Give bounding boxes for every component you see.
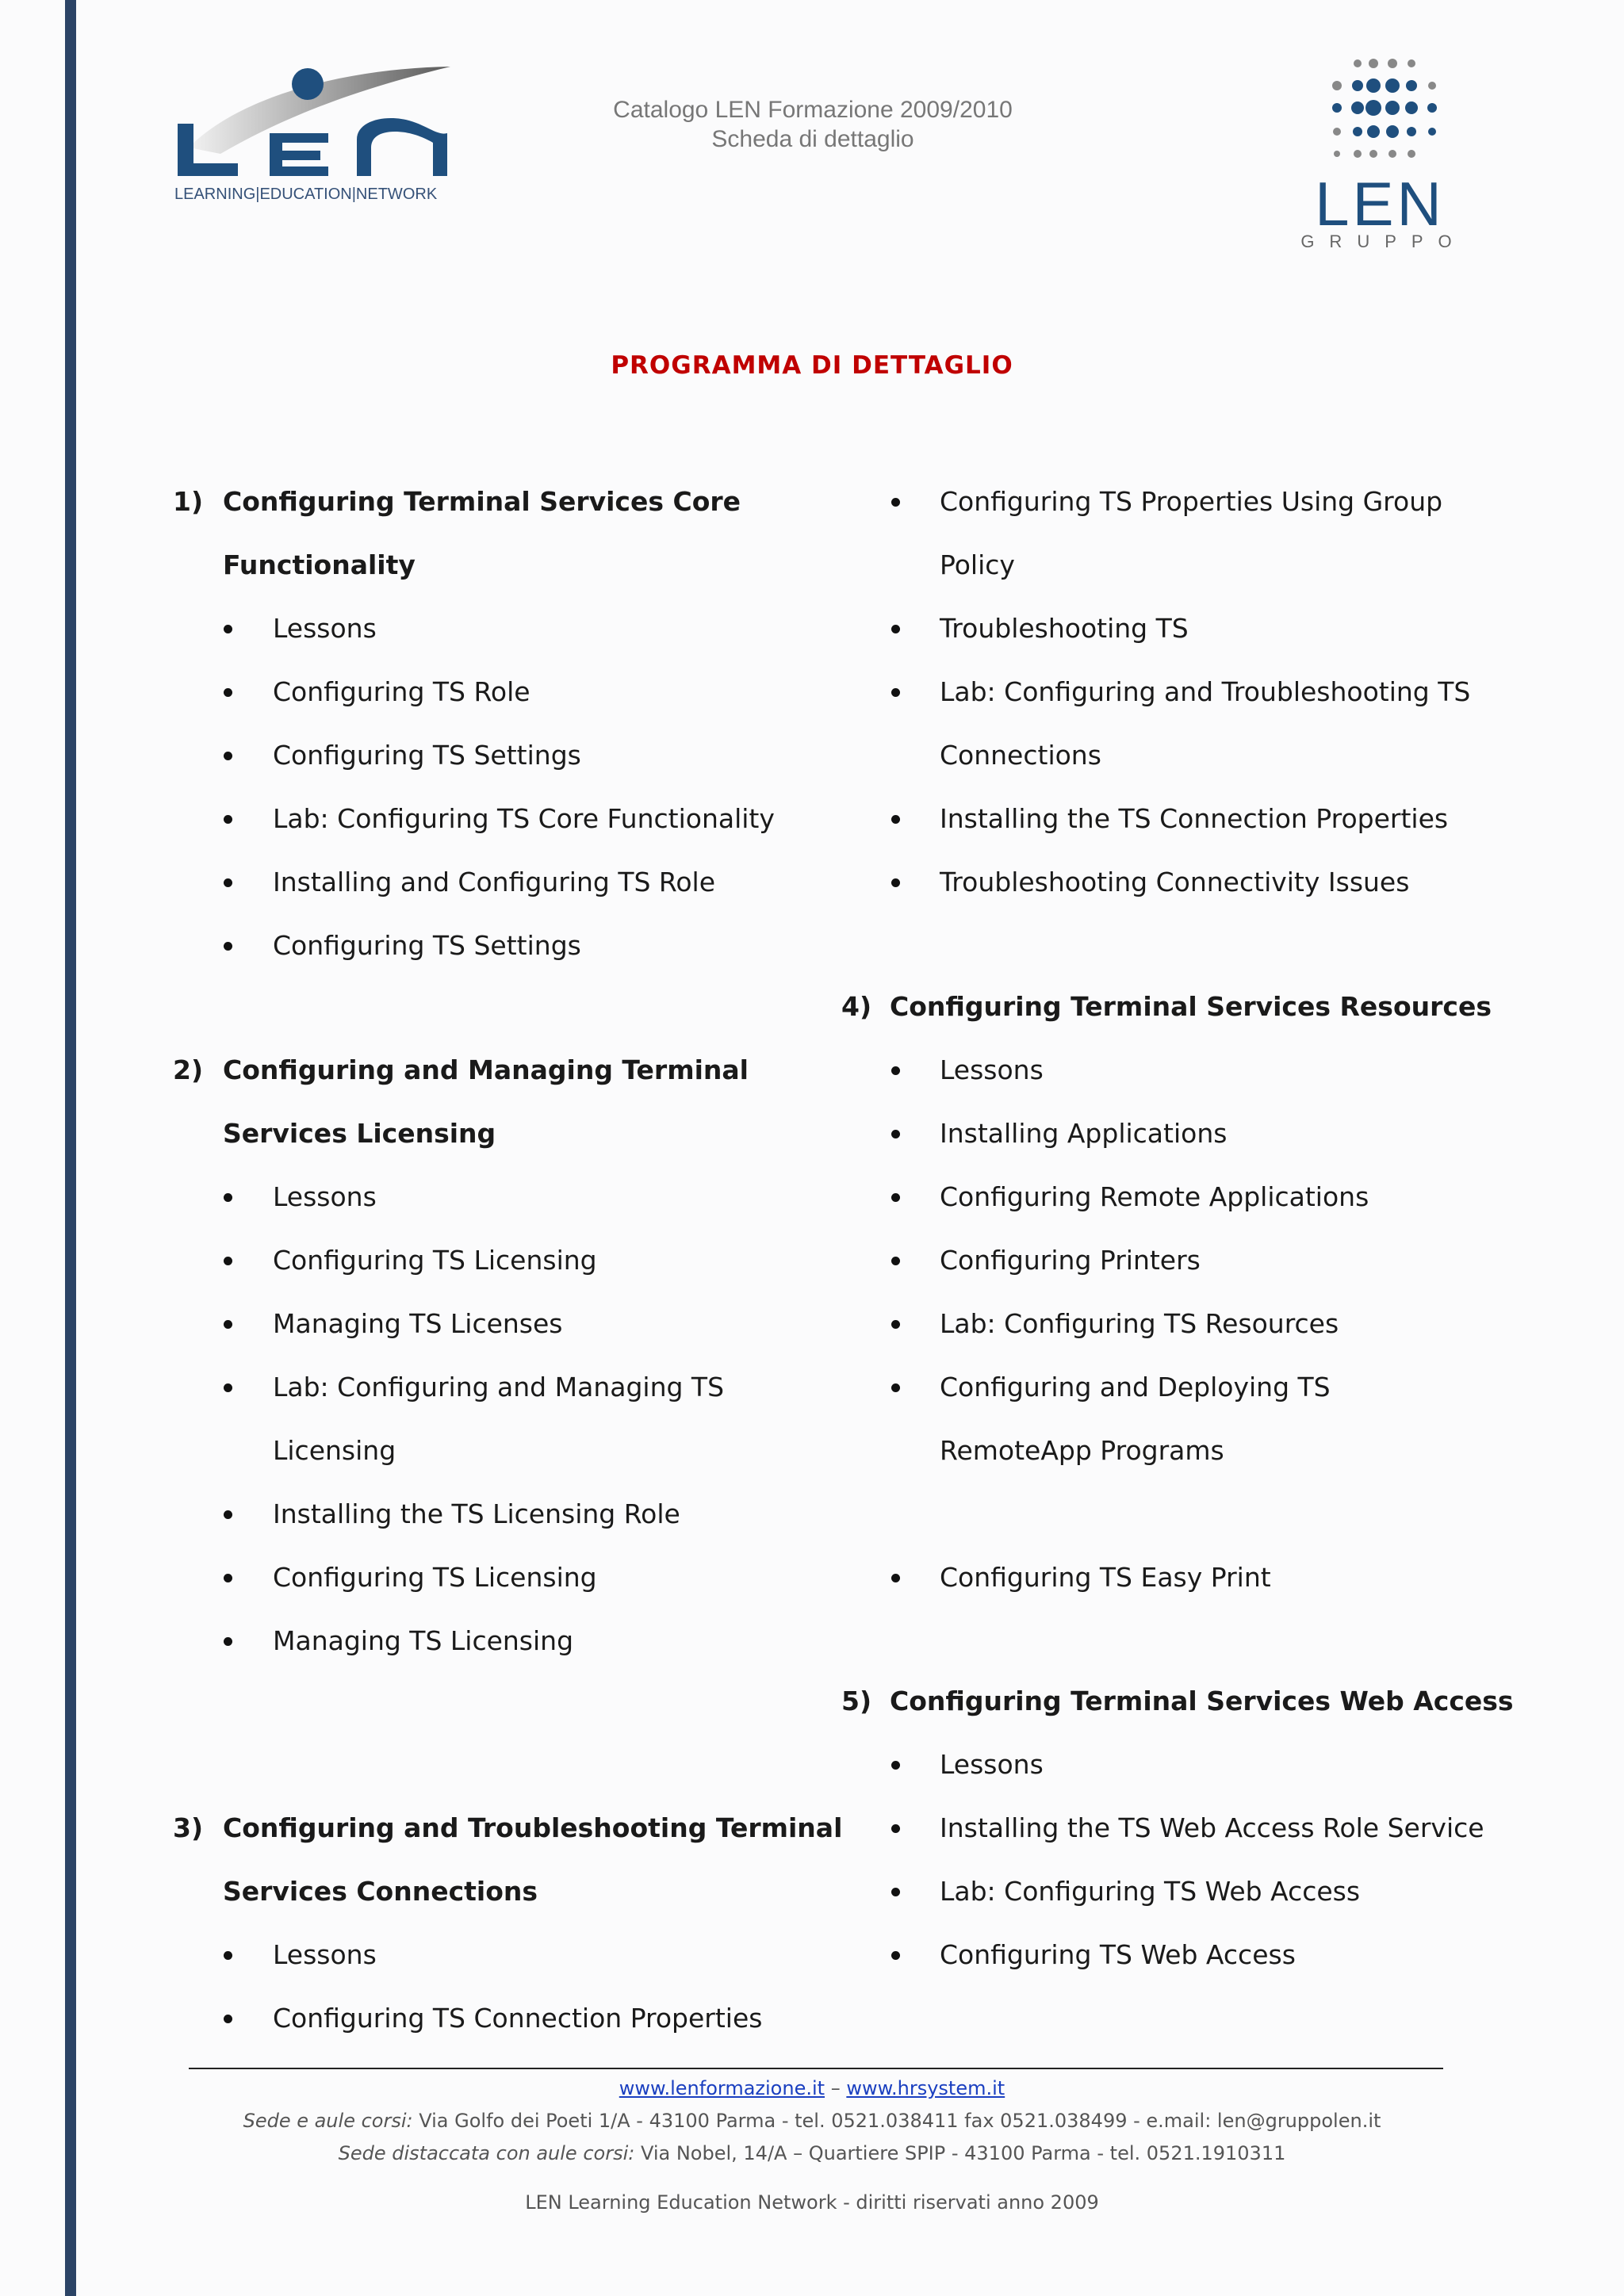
list-item: Lessons bbox=[273, 1939, 377, 1970]
catalog-subtitle: Scheda di dettaglio bbox=[711, 126, 914, 152]
len-logo-tagline: LEARNING|EDUCATION|NETWORK bbox=[174, 186, 438, 203]
list-item-continuation: Connections bbox=[940, 740, 1101, 771]
footer-links bbox=[0, 2077, 1624, 2099]
bullet-icon bbox=[891, 1130, 900, 1138]
bullet-icon bbox=[891, 1257, 900, 1265]
list-item: Installing the TS Licensing Role bbox=[273, 1498, 680, 1529]
bullet-icon bbox=[224, 752, 232, 760]
list-item: Managing TS Licenses bbox=[273, 1308, 563, 1339]
len-gruppo-sub: GRUPPO bbox=[1300, 232, 1467, 251]
list-item: Troubleshooting Connectivity Issues bbox=[940, 867, 1410, 897]
section-number: 4) bbox=[841, 991, 872, 1022]
list-item: Lessons bbox=[273, 613, 377, 644]
len-gruppo-logo bbox=[1293, 52, 1467, 258]
list-item: Installing Applications bbox=[940, 1118, 1228, 1149]
list-item: Configuring TS Licensing bbox=[273, 1562, 597, 1593]
list-item: Configuring Remote Applications bbox=[940, 1181, 1369, 1212]
list-item: Lessons bbox=[273, 1181, 377, 1212]
section-title: Services Connections bbox=[223, 1876, 538, 1907]
section-number: 1) bbox=[173, 486, 204, 517]
section-number: 2) bbox=[173, 1054, 204, 1085]
list-item: Troubleshooting TS bbox=[940, 613, 1189, 644]
section-number: 5) bbox=[841, 1686, 872, 1716]
bullet-icon bbox=[891, 1761, 900, 1770]
bullet-icon bbox=[891, 1574, 900, 1582]
list-item: Configuring TS Connection Properties bbox=[273, 2003, 763, 2034]
bullet-icon bbox=[891, 498, 900, 507]
bullet-icon bbox=[224, 878, 232, 887]
bullet-icon bbox=[224, 1193, 232, 1202]
bullet-icon bbox=[224, 1257, 232, 1265]
footer-address-main bbox=[0, 2110, 1624, 2132]
list-item: Installing and Configuring TS Role bbox=[273, 867, 716, 897]
list-item: Configuring Printers bbox=[940, 1245, 1201, 1276]
list-item: Configuring and Deploying TS bbox=[940, 1372, 1331, 1402]
list-item: Lessons bbox=[940, 1054, 1044, 1085]
bullet-icon bbox=[224, 1320, 232, 1329]
list-item: Installing the TS Connection Properties bbox=[940, 803, 1449, 834]
bullet-icon bbox=[224, 1510, 232, 1519]
bullet-icon bbox=[224, 688, 232, 697]
list-item: Lab: Configuring and Troubleshooting TS bbox=[940, 676, 1471, 707]
list-item: Lessons bbox=[940, 1749, 1044, 1780]
section-number: 3) bbox=[173, 1812, 204, 1843]
list-item: Configuring TS Web Access bbox=[940, 1939, 1296, 1970]
bullet-icon bbox=[891, 1951, 900, 1960]
section-title: Configuring and Troubleshooting Terminal bbox=[223, 1812, 843, 1843]
footer-divider bbox=[189, 2068, 1443, 2069]
catalog-title: Catalogo LEN Formazione 2009/2010 bbox=[613, 97, 1013, 123]
footer-separator: – bbox=[830, 2077, 841, 2099]
bullet-icon bbox=[224, 2015, 232, 2023]
section-title: Configuring Terminal Services Core bbox=[223, 486, 741, 517]
len-gruppo-wordmark: LEN bbox=[1315, 169, 1445, 239]
header-caption bbox=[555, 95, 1071, 154]
footer-copyright: LEN Learning Education Network - diritti riservati anno 2009 bbox=[525, 2191, 1099, 2214]
list-item-continuation: Policy bbox=[940, 549, 1015, 580]
list-item: Configuring TS Licensing bbox=[273, 1245, 597, 1276]
list-item-continuation: RemoteApp Programs bbox=[940, 1435, 1224, 1466]
bullet-icon bbox=[891, 1320, 900, 1329]
page-title: PROGRAMMA DI DETTAGLIO bbox=[611, 351, 1013, 380]
list-item: Lab: Configuring TS Resources bbox=[940, 1308, 1339, 1339]
len-logo bbox=[173, 60, 458, 211]
bullet-icon bbox=[891, 1193, 900, 1202]
list-item: Lab: Configuring TS Core Functionality bbox=[273, 803, 775, 834]
section-title: Services Licensing bbox=[223, 1118, 496, 1149]
list-item: Configuring TS Settings bbox=[273, 740, 581, 771]
footer-address-text: Via Golfo dei Poeti 1/A - 43100 Parma - tel. 0521.038411 fax 0521.038499 - e.mail: len@gruppolen.it bbox=[412, 2110, 1381, 2132]
list-item: Installing the TS Web Access Role Service bbox=[940, 1812, 1484, 1843]
section-title: Configuring Terminal Services Web Access bbox=[890, 1686, 1514, 1716]
bullet-icon bbox=[891, 1824, 900, 1833]
left-margin-bar bbox=[65, 0, 76, 2296]
lenformazione-link[interactable]: www.lenformazione.it bbox=[619, 2077, 825, 2099]
bullet-icon bbox=[891, 815, 900, 824]
hrsystem-link[interactable]: www.hrsystem.it bbox=[846, 2077, 1005, 2099]
list-item: Configuring TS Properties Using Group bbox=[940, 486, 1443, 517]
footer-secondary-text: Via Nobel, 14/A – Quartiere SPIP - 43100 Parma - tel. 0521.1910311 bbox=[634, 2142, 1286, 2164]
footer-secondary-label: Sede distaccata con aule corsi: bbox=[338, 2142, 635, 2164]
bullet-icon bbox=[891, 1383, 900, 1392]
list-item: Configuring TS Settings bbox=[273, 930, 581, 961]
bullet-icon bbox=[891, 878, 900, 887]
footer-address-label: Sede e aule corsi: bbox=[243, 2110, 413, 2132]
bullet-icon bbox=[224, 1951, 232, 1960]
list-item: Managing TS Licensing bbox=[273, 1625, 574, 1656]
bullet-icon bbox=[891, 688, 900, 697]
bullet-icon bbox=[224, 1637, 232, 1646]
bullet-icon bbox=[224, 942, 232, 951]
list-item: Lab: Configuring and Managing TS bbox=[273, 1372, 725, 1402]
section-title: Configuring and Managing Terminal bbox=[223, 1054, 749, 1085]
bullet-icon bbox=[224, 1574, 232, 1582]
list-item-continuation: Licensing bbox=[273, 1435, 396, 1466]
bullet-icon bbox=[224, 1383, 232, 1392]
section-title: Functionality bbox=[223, 549, 416, 580]
bullet-icon bbox=[891, 625, 900, 633]
list-item: Configuring TS Easy Print bbox=[940, 1562, 1271, 1593]
section-title: Configuring Terminal Services Resources bbox=[890, 991, 1492, 1022]
bullet-icon bbox=[891, 1888, 900, 1896]
list-item: Lab: Configuring TS Web Access bbox=[940, 1876, 1361, 1907]
footer-address-secondary bbox=[0, 2142, 1624, 2164]
bullet-icon bbox=[224, 625, 232, 633]
bullet-icon bbox=[224, 815, 232, 824]
bullet-icon bbox=[891, 1066, 900, 1075]
list-item: Configuring TS Role bbox=[273, 676, 530, 707]
